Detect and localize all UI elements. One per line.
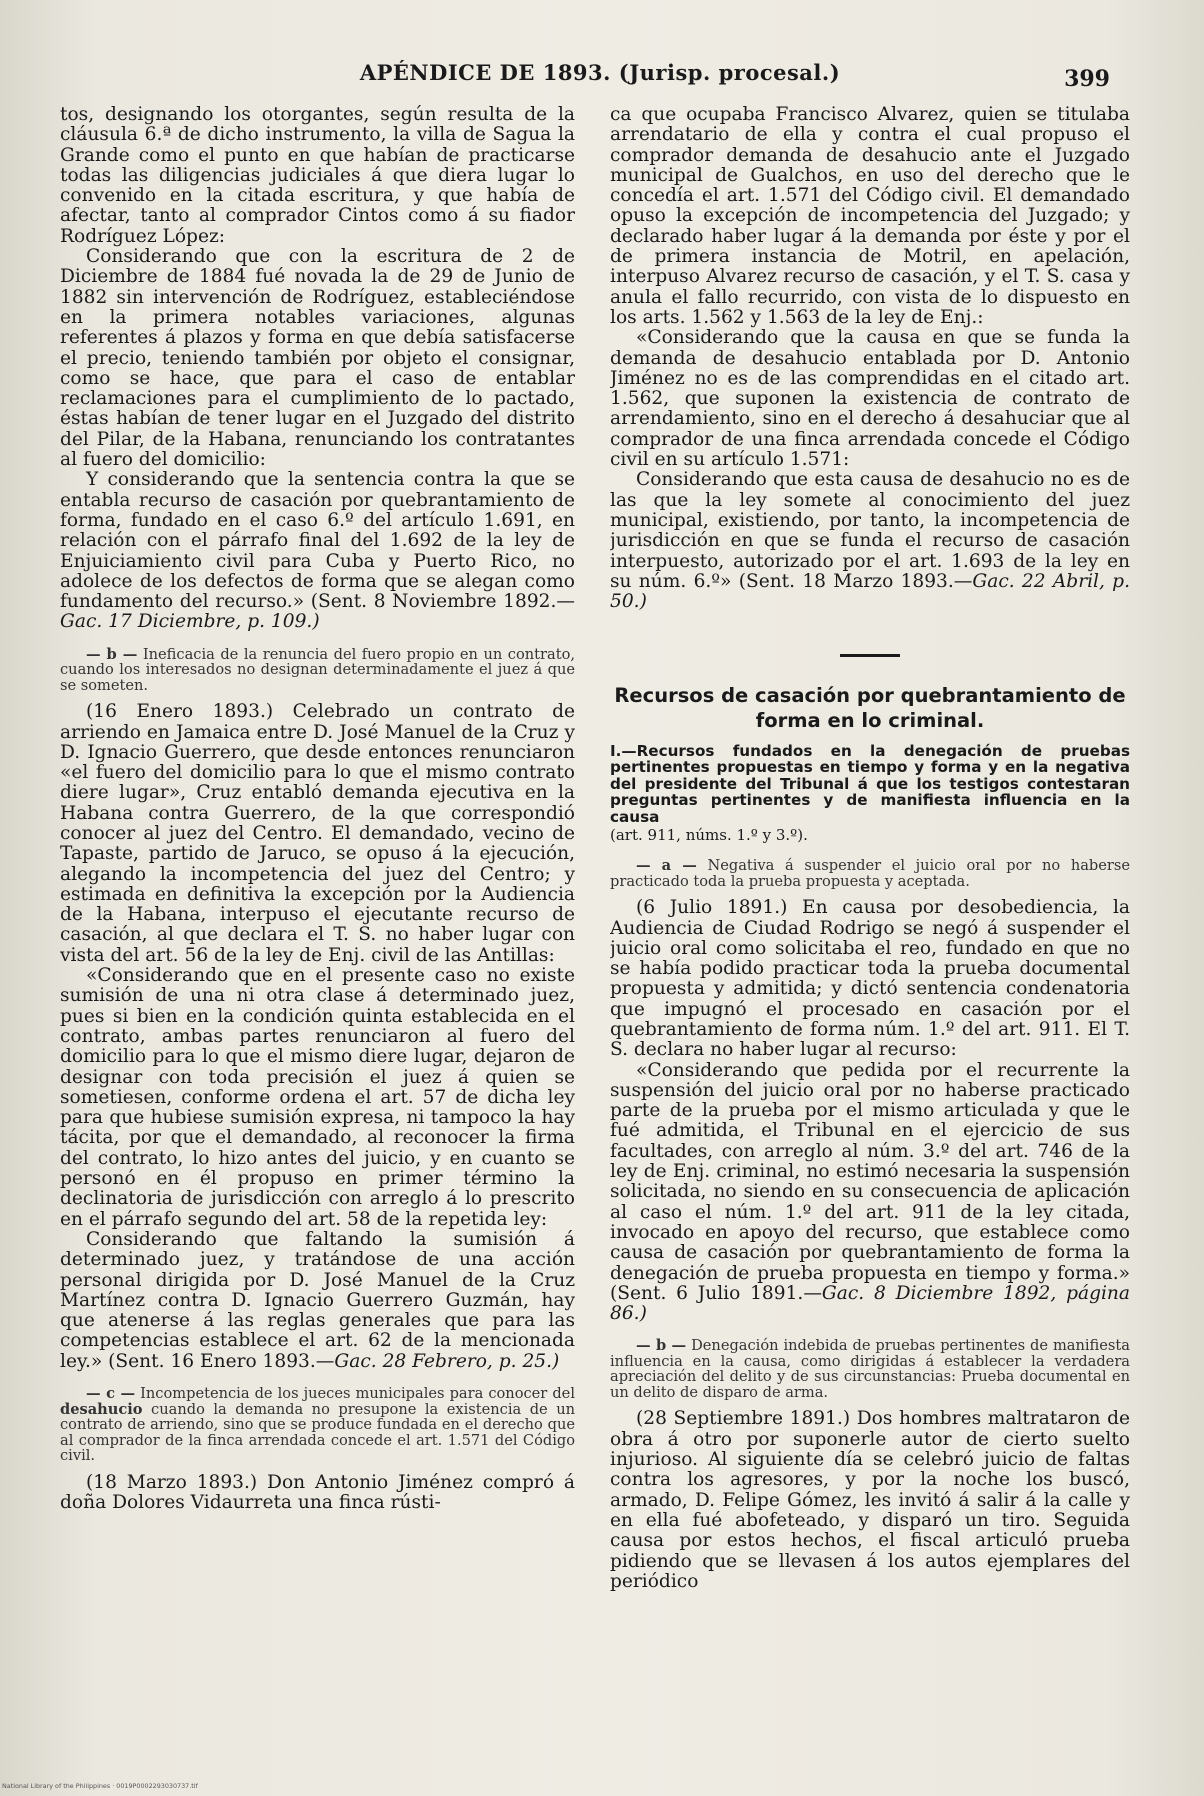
paragraph-text: Considerando que con la escritura de 2 de Diciembre de 1884 fué novada la de 29 de Junio de 1882 sin intervención de Rodríguez, estableciéndose en la primera notables variaciones, algunas referentes á plazos y forma en que debía satisfacerse el precio, teniendo también por objeto el consignar, como se hace, que para el caso de entablar reclamaciones para el cumplimiento de lo pactado, éstas habían de tener lugar en el Juzgado del distrito del Pilar, de la Habana, renunciando los contratantes al fuero del domicilio: bbox=[60, 246, 575, 471]
paragraph bbox=[610, 1409, 1130, 1592]
note-text: Negativa á suspender el juicio oral por no haberse practicado toda la prueba propuesta y aceptada. bbox=[610, 857, 1130, 890]
citation: Gac. 28 Febrero, p. 25.) bbox=[334, 1350, 560, 1372]
divider-rule bbox=[840, 654, 900, 657]
paragraph-text: (18 Marzo 1893.) Don Antonio Jiménez compró á doña Dolores Vidaurreta una finca rústi- bbox=[60, 1471, 575, 1513]
paragraph bbox=[60, 1473, 575, 1514]
page-number: 399 bbox=[1064, 66, 1110, 92]
summary-note-c bbox=[60, 1386, 575, 1464]
note-keyword: desahucio bbox=[60, 1400, 143, 1418]
sub-heading: I.—Recursos fundados en la denegación de pruebas pertinentes propuestas en tiempo y forma y en la negativa del presidente del Tribunal á que los testigos contestaran preguntas pertinentes y de manifiesta influencia en la causa bbox=[610, 741, 1130, 826]
citation: Gac. 22 Abril, p. 50.) bbox=[610, 570, 1130, 613]
paragraph: ca que ocupaba Francisco Alvarez, quien se titulaba arrendatario de ella y contra el cual propuso el comprador demanda de desahucio ante el Juzgado municipal de Gualchos, en uso del derecho que le concedía el art. 1.571 del Código civil. El demandado opuso la excepción de incompetencia del Juzgado; y declarado haber lugar á la demanda por éste y por el de primera instancia de Motril, en apelación, interpuso Alvarez recurso de casación, y el T. S. casa y anula el fallo recurrido, con vista de lo dispuesto en los arts. 1.562 y 1.563 de la ley de Enj.: bbox=[610, 105, 1130, 328]
note-text: Ineficacia de la renuncia del fuero propio en un contrato, cuando los interesados no designan determinadamente el juez á que se someten. bbox=[60, 645, 575, 694]
note-text: cuando la demanda no presupone la existencia de un contrato de arriendo, sino que se produce fundada en el derecho que al comprador de la finca arrendada concede el art. 1.571 del Código civil. bbox=[60, 1400, 575, 1465]
paragraph-text: (6 Julio 1891.) En causa por desobediencia, la Audiencia de Ciudad Rodrigo se negó á suspender el juicio oral como solicitaba el reo, fundado en que no se había podido practicar toda la prueba documental propuesta y admitida; y dictó sentencia condenatoria que impugnó el procesado en casación por el quebrantamiento de forma núm. 1.º del art. 911. El T. S. declara no haber lugar al recurso: bbox=[610, 897, 1130, 1061]
paragraph-text: Considerando que esta causa de desahucio no es de las que la ley somete al conocimiento del juez municipal, existiendo, por tanto, la incompetencia de jurisdicción en que se funda el recurso de casación interpuesto, autorizado por el art. 1.693 de la ley en su núm. 6.º» (Sent. 18 Marzo 1893.— bbox=[610, 469, 1130, 592]
paragraph bbox=[610, 898, 1130, 1060]
paragraph-text: (28 Septiembre 1891.) Dos hombres maltrataron de obra á otro por suponerle autor de cierto suelto injurioso. Al siguiente día se celebró juicio de faltas contra los agresores, y por la noche los buscó, armado, D. Felipe Gómez, les invitó á salir á la calle y en ella fué abofeteado, y disparó un tiro. Seguida causa por estos hechos, el fiscal articuló prueba pidiendo que se llevasen á los autos ejemplares del periódico bbox=[610, 1408, 1130, 1592]
paragraph bbox=[60, 247, 575, 470]
running-title: APÉNDICE DE 1893. (Jurisp. procesal.) bbox=[359, 60, 841, 85]
note-text: Incompetencia de los jueces municipales para conocer del bbox=[140, 1385, 575, 1403]
paragraph bbox=[610, 470, 1130, 612]
paragraph bbox=[60, 966, 575, 1230]
paragraph bbox=[610, 328, 1130, 470]
note-text: Denegación indebida de pruebas pertinentes de manifiesta influencia en la causa, como dirigidas á establecer la verdadera apreciación del delito y de sus circunstancias: Prueba documental en un delito de disparo de arma. bbox=[610, 1337, 1130, 1401]
paragraph bbox=[610, 1061, 1130, 1325]
right-column bbox=[610, 105, 1130, 1765]
paragraph-text: «Considerando que pedida por el recurrente la suspensión del juicio oral por no haberse practicado parte de la prueba por el mismo articulada y que le fué admitida, el Tribunal en el ejercicio de sus facultades, con arreglo al núm. 3.º del art. 746 de la ley de Enj. criminal, no estimó necesaria la suspensión solicitada, no siendo en su consecuencia de aplicación al caso el núm. 1.º del art. 911 de la ley citada, invocado en apoyo del recurso, que establece como causa de casación por quebrantamiento de forma la denegación de prueba propuesta en tiempo y forma.» (Sent. 6 Julio 1891.— bbox=[610, 1059, 1130, 1304]
paragraph-text: (16 Enero 1893.) Celebrado un contrato de arriendo en Jamaica entre D. José Manuel de la Cruz y D. Ignacio Guerrero, que desde entonces renunciaron «el fuero del domicilio para lo que el mismo contrato diere lugar», Cruz entabló demanda ejecutiva en la Habana contra Guerrero, de la que correspondió conocer al juez del Centro. El demandado, vecino de Tapaste, partido de Jaruco, se opuso á la ejecución, alegando la incompetencia del juez del Centro; y estimada en definitiva la excepción por la Audiencia de la Habana, interpuso el ejecutante recurso de casación, al que declara el T. S. no haber lugar con vista del art. 56 de la ley de Enj. civil de las Antillas: bbox=[60, 701, 575, 966]
summary-note-b bbox=[60, 647, 575, 694]
note-tag: — b — bbox=[636, 1337, 687, 1355]
section-divider bbox=[610, 642, 1130, 662]
citation: Gac. 8 Diciembre 1892, página 86.) bbox=[610, 1282, 1130, 1325]
note-tag: — b — bbox=[86, 645, 138, 663]
note-tag: — c — bbox=[86, 1385, 136, 1403]
paragraph bbox=[60, 702, 575, 966]
citation: Gac. 17 Diciembre, p. 109.) bbox=[60, 611, 320, 633]
paragraph-text: «Considerando que la causa en que se funda la demanda de desahucio entablada por D. Antonio Jiménez no es de las comprendidas en el citado art. 1.562, que suponen la existencia de contrato de arrendamiento, sino en el derecho á desahuciar que al comprador de una finca arrendada concede el Código civil en su artículo 1.571: bbox=[610, 327, 1130, 471]
summary-note-a bbox=[610, 858, 1130, 889]
section-heading: Recursos de casación por quebrantamiento de forma en lo criminal. bbox=[614, 683, 1126, 732]
left-column bbox=[60, 105, 575, 1765]
running-header bbox=[80, 56, 1120, 96]
paragraph-text: Y considerando que la sentencia contra la que se entabla recurso de casación por quebrantamiento de forma, fundado en el caso 6.º del artículo 1.691, en relación con el párrafo final del 1.692 de la ley de Enjuiciamiento civil para Cuba y Puerto Rico, no adolece de los defectos de forma que se alegan como fundamento del recurso.» (Sent. 8 Noviembre 1892.— bbox=[60, 469, 575, 613]
note-tag: — a — bbox=[636, 857, 697, 875]
paragraph bbox=[60, 1230, 575, 1372]
scan-stamp: National Library of the Philippines · 0019P0002293030737.tif bbox=[2, 1782, 198, 1790]
paragraph-text: «Considerando que en el presente caso no existe sumisión de una ni otra clase á determinado juez, pues si bien en la condición quinta establecida en el contrato, ambas partes renunciaron al fuero del domicilio para lo que el mismo diere lugar, dejaron de designar con toda precisión el juez á quien se sometiesen, conforme ordena el art. 57 de dicha ley para que hubiese sumisión expresa, ni tampoco la hay tácita, por que el demandado, al reconocer la firma del contrato, lo hizo antes del juicio, y en cuanto se personó en él propuso en primer término la declinatoria de jurisdicción con arreglo á lo prescrito en el párrafo segundo del art. 58 de la repetida ley: bbox=[60, 965, 575, 1230]
summary-note-b bbox=[610, 1338, 1130, 1400]
paragraph: tos, designando los otorgantes, según resulta de la cláusula 6.ª de dicho instrumento, la villa de Sagua la Grande como el punto en que habían de practicarse todas las diligencias judiciales á que diera lugar lo convenido en la citada escritura, y que había de afectar, tanto al comprador Cintos como á su fiador Rodríguez López: bbox=[60, 105, 575, 247]
sub-heading-reference: (art. 911, núms. 1.º y 3.º). bbox=[610, 826, 808, 845]
paragraph-text: Considerando que faltando la sumisión á determinado juez, y tratándose de una acción personal dirigida por D. José Manuel de la Cruz Martínez contra D. Ignacio Guerrero Guzmán, hay que atenerse á las reglas generales que para las competencias establece el art. 62 de la mencionada ley.» (Sent. 16 Enero 1893.— bbox=[60, 1228, 575, 1372]
paragraph bbox=[60, 470, 575, 632]
